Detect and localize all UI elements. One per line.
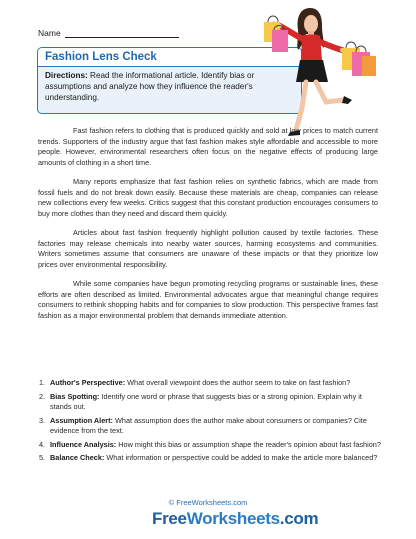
directions-label: Directions:: [45, 71, 88, 80]
article-paragraph: While some companies have begun promoting recycling programs or sustainable lines, these efforts are often described as limited. Environmental advocates argue that meaningful change requires consumers to rethink shopping habits and for companies to slow production. This perspective frames fast fashion as a major environmental problem that demands immediate attention.: [38, 279, 378, 320]
question-item: [39, 392, 381, 413]
article-paragraph: Articles about fast fashion frequently highlight pollution caused by textile factories. These factories may release chemicals into nearby water sources, harming ecosystems and communities. Writers sometimes assume that consumers are unaware of these impacts or that they prioritize low prices over environmental responsibility.: [38, 228, 378, 269]
brand-worksheets: Worksheets: [186, 509, 280, 528]
question-number: 2.: [39, 391, 46, 401]
worksheet-title: Fashion Lens Check: [38, 48, 301, 67]
question-item: [39, 440, 381, 451]
question-item: [39, 453, 381, 464]
question-label: Author's Perspective:: [50, 378, 126, 387]
brand-com: .com: [279, 509, 319, 528]
question-text: What overall viewpoint does the author seem to take on fast fashion?: [125, 378, 351, 387]
brand-logo: [148, 507, 319, 531]
question-label: Bias Spotting:: [50, 391, 100, 401]
question-list: [39, 378, 381, 467]
article: [38, 126, 378, 330]
copyright-link[interactable]: © FreeWorksheets.com: [168, 498, 248, 507]
shopping-woman-illustration: [252, 4, 382, 146]
question-number: 1.: [39, 378, 46, 387]
brand-name: [152, 509, 318, 529]
article-paragraph: Many reports emphasize that fast fashion relies on synthetic fabrics, which are made from fossil fuels and do not break down easily. Because these materials are cheap, companies can release new collections every few weeks. Critics suggest that this constant production encourages consumers to buy more clothes than they need and discard them quickly.: [38, 177, 378, 218]
name-label: Name: [38, 28, 61, 38]
question-number: 5.: [39, 453, 46, 462]
question-label: Balance Check:: [50, 453, 105, 462]
article-paragraph: Fast fashion refers to clothing that is produced quickly and sold at low prices to match current trends. Supporters of the industry argue that fast fashion makes style affordable and accessible to more people. However, environmental researchers often focus on the negative effects of producing large amounts of clothing in a short time.: [38, 126, 378, 167]
question-number: 3.: [39, 415, 46, 425]
question-text: How might this bias or assumption shape the reader's opinion about fast fashion?: [116, 439, 381, 449]
question-item: [39, 416, 381, 437]
question-text: Identify one word or phrase that suggests bias or a strong opinion. Explain why it stands out.: [50, 391, 362, 411]
question-text: What information or perspective could be added to make the article more balanced?: [104, 453, 378, 462]
name-input-line[interactable]: [65, 28, 179, 38]
name-field: [38, 28, 179, 38]
question-text: What assumption does the author make about consumers or companies? Cite evidence from the text.: [50, 415, 367, 435]
brand-free: Free: [152, 509, 187, 528]
question-number: 4.: [39, 439, 46, 449]
directions-text: Read the informational article. Identify bias or assumptions and analyze how they influence the reader's understanding.: [45, 71, 255, 102]
question-label: Assumption Alert:: [50, 415, 113, 425]
question-item: [39, 378, 381, 389]
question-label: Influence Analysis:: [50, 439, 117, 449]
